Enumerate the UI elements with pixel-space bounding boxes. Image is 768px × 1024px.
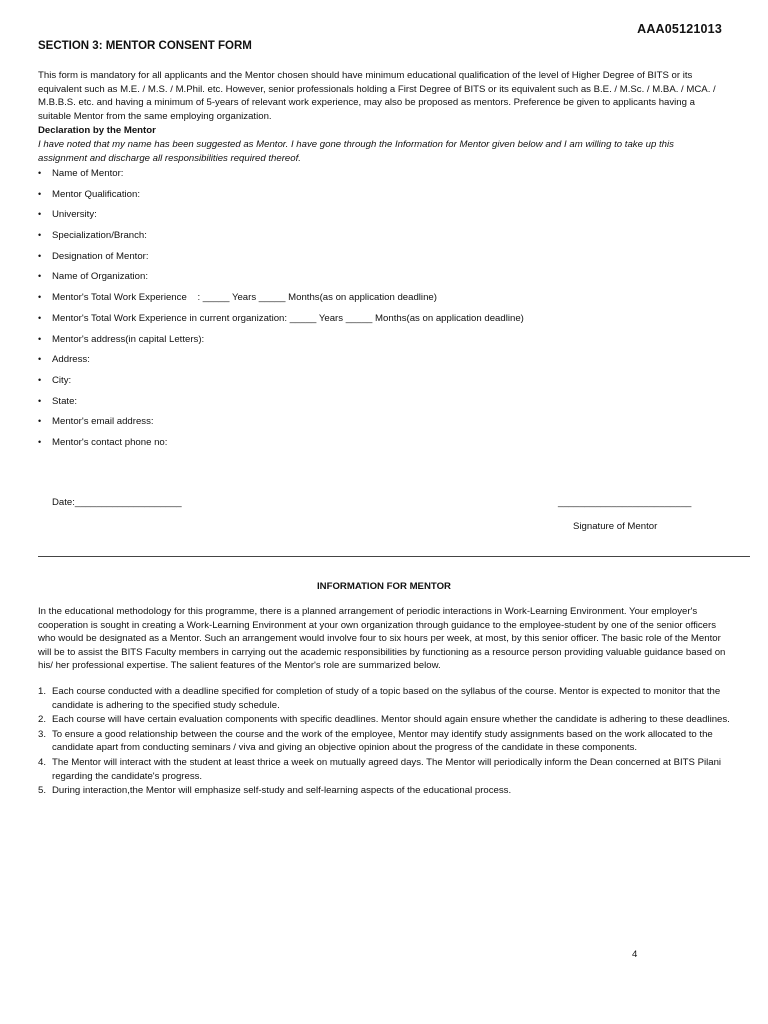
intro-paragraph: This form is mandatory for all applicants and the Mentor chosen should have minimum educational qualification of the level of Higher Degree of BITS or its equivalent such as M.E. / M.S. / M.Phil. etc. However, senior professionals holding a First Degree of BITS or its equivalent such as B.E. / M.Sc. / M.BA. / MCA. / M.B.B.S. etc. and having a minimum of 5-years of relevant work experience, may also be proposed as mentors. Preference be given to applicants having a suitable Mentor from the same employing organization. bbox=[38, 70, 716, 122]
list-item-text: Each course will have certain evaluation components with specific deadlines. Mentor should again ensure whether the candidate is adhering to these deadlines. bbox=[52, 714, 730, 726]
field-address: • Address: bbox=[38, 353, 524, 374]
field-current-org-experience: • Mentor's Total Work Experience in current organization: _____ Years _____ Months(as on application deadline) bbox=[38, 312, 524, 333]
list-item-number: 4. bbox=[38, 756, 47, 768]
info-title: INFORMATION FOR MENTOR bbox=[317, 581, 451, 592]
mentor-role-list bbox=[38, 685, 730, 799]
field-name-of-mentor: • Name of Mentor: bbox=[38, 167, 524, 188]
list-item-number: 3. bbox=[38, 728, 47, 740]
list-item-text: The Mentor will interact with the student at least thrice a week on mutually agreed days. The Mentor will periodically inform the Dean concerned at BITS Pilani regarding the candidate's progress. bbox=[52, 756, 722, 782]
field-state: • State: bbox=[38, 395, 524, 416]
list-item-text: To ensure a good relationship between the course and the work of the employee, Mentor may identify study assignments based on the work allocated to the candidate apart from conducting seminars / viva and giving an objective opinion about the progress of the candidate in these components. bbox=[52, 728, 713, 754]
list-item-number: 1. bbox=[38, 686, 47, 697]
field-city: • City: bbox=[38, 374, 524, 395]
date-field: Date:____________________ bbox=[52, 497, 182, 508]
section-title: SECTION 3: MENTOR CONSENT FORM bbox=[38, 40, 252, 52]
list-item bbox=[38, 685, 730, 712]
list-item bbox=[38, 713, 730, 727]
field-designation: • Designation of Mentor: bbox=[38, 250, 524, 271]
page-number: 4 bbox=[632, 949, 638, 960]
field-specialization: • Specialization/Branch: bbox=[38, 229, 524, 250]
field-phone: • Mentor's contact phone no: bbox=[38, 436, 524, 457]
list-item-number: 2. bbox=[38, 714, 47, 726]
field-email: • Mentor's email address: bbox=[38, 415, 524, 436]
mentor-fields-list bbox=[38, 167, 524, 457]
field-organization: • Name of Organization: bbox=[38, 270, 524, 291]
list-item-number: 5. bbox=[38, 785, 47, 797]
list-item bbox=[38, 784, 730, 798]
declaration-title: Declaration by the Mentor bbox=[38, 125, 156, 136]
list-item-text: Each course conducted with a deadline specified for completion of study of a topic based on the syllabus of the course. Mentor is expected to monitor that the candidate is adhering to the specified study schedule. bbox=[52, 686, 721, 711]
signature-line: _________________________ bbox=[558, 497, 692, 508]
list-item bbox=[38, 756, 730, 783]
info-paragraph: In the educational methodology for this programme, there is a planned arrangement of periodic interactions in Work-Learning Environment. Your employer's cooperation is sought in creating a Work-Learning Environment at your own organization through guidance to the employee-student by one of the senior officers who would be designated as a Mentor. Such an arrangement would involve four to six hours per week, at most, by this senior officer. The basic role of the Mentor will be to assist the BITS Faculty members in carrying out the academic responsibilities by functioning as a resource person providing valuable guidance based on his/ her professional expertise. The salient features of the Mentor's role are summarized below. bbox=[38, 606, 726, 672]
declaration-text: I have noted that my name has been suggested as Mentor. I have gone through the Information for Mentor given below and I am willing to take up this assignment and discharge all responsibilities required thereof. bbox=[38, 139, 674, 164]
list-item-text: During interaction,the Mentor will emphasize self-study and self-learning aspects of the educational process. bbox=[52, 785, 512, 797]
field-mentor-qualification: • Mentor Qualification: bbox=[38, 188, 524, 209]
field-total-experience: • Mentor's Total Work Experience : _____ Years _____ Months(as on application deadline) bbox=[38, 291, 524, 312]
section-divider bbox=[38, 556, 750, 557]
field-university: • University: bbox=[38, 208, 524, 229]
field-address-capital: • Mentor's address(in capital Letters): bbox=[38, 333, 524, 354]
list-item bbox=[38, 728, 730, 755]
document-id: AAA05121013 bbox=[637, 22, 722, 36]
signature-label: Signature of Mentor bbox=[573, 521, 658, 532]
